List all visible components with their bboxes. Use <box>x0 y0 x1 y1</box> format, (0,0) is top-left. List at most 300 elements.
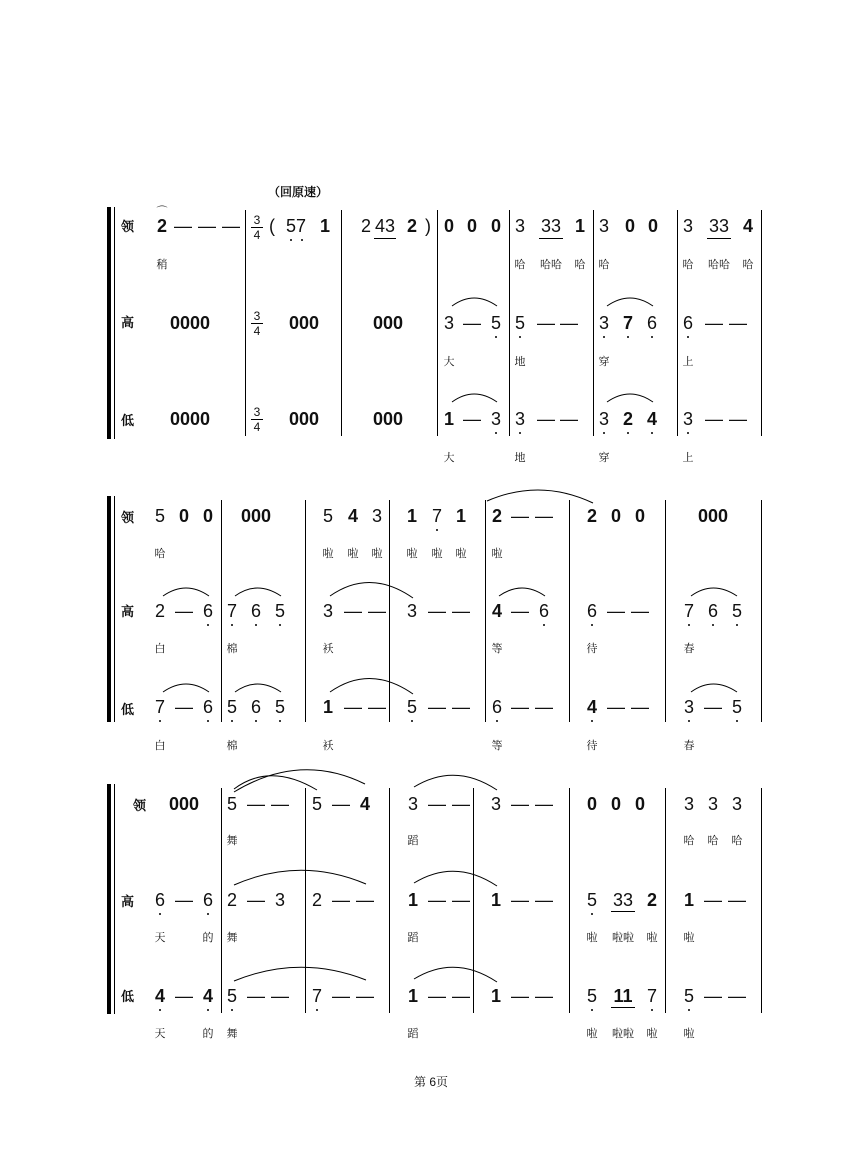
dash: — <box>344 601 362 621</box>
slur <box>452 298 497 306</box>
low-octave-dot <box>688 1009 690 1011</box>
dash: — <box>452 697 470 717</box>
system-brace-line <box>114 784 115 1014</box>
slur <box>452 394 497 402</box>
low-octave-dot <box>687 336 689 338</box>
note: 0 <box>443 216 455 236</box>
dash: — <box>175 986 193 1006</box>
dash: — <box>537 409 555 429</box>
dash: — <box>729 409 747 429</box>
lyric: 啦 <box>347 548 359 560</box>
bar-line <box>485 500 486 722</box>
lyric: 哈 <box>514 259 526 271</box>
dash: — <box>704 890 722 910</box>
dash: — <box>560 313 578 333</box>
slur <box>414 775 497 790</box>
note: 5 <box>226 986 238 1006</box>
low-octave-dot <box>591 624 593 626</box>
note: 0 <box>586 794 598 814</box>
dash: — <box>368 697 386 717</box>
lyric: 啦 <box>683 1028 695 1040</box>
low-octave-dot <box>603 336 605 338</box>
low-octave-dot <box>301 239 303 241</box>
lyric: 白 <box>154 643 166 655</box>
note: 3 <box>598 216 610 236</box>
note: 43 <box>374 216 396 236</box>
low-octave-dot <box>290 239 292 241</box>
lyric: 袄 <box>322 740 334 752</box>
note: 1 <box>455 506 467 526</box>
lyric: 蹈 <box>407 835 419 847</box>
note: 3 <box>371 506 383 526</box>
note: 2 <box>406 216 418 236</box>
dash: — <box>511 697 529 717</box>
low-octave-dot <box>279 624 281 626</box>
dash: — <box>535 697 553 717</box>
low-octave-dot <box>159 1009 161 1011</box>
note: 5 <box>226 794 238 814</box>
low-octave-dot <box>496 720 498 722</box>
slur <box>234 967 366 981</box>
note: 0 <box>202 506 214 526</box>
lyric: 哈 <box>683 835 695 847</box>
lyric: 哈 <box>574 259 586 271</box>
lyric: 上 <box>682 356 694 368</box>
slur <box>163 588 209 596</box>
slur <box>330 582 413 598</box>
lyric: 大 <box>443 452 455 464</box>
dash: — <box>729 313 747 333</box>
low-octave-dot <box>603 432 605 434</box>
dash: — <box>175 697 193 717</box>
note: 6 <box>707 601 719 621</box>
dash: — <box>247 794 265 814</box>
dash: — <box>247 890 265 910</box>
dash: — <box>560 409 578 429</box>
note: 3 <box>490 794 502 814</box>
lyric: 的 <box>202 932 214 944</box>
lyric: 大 <box>443 356 455 368</box>
low-octave-dot <box>207 1009 209 1011</box>
note: 2 <box>360 216 372 236</box>
note: 2 <box>622 409 634 429</box>
note: 2 <box>586 506 598 526</box>
note: 3 <box>407 794 419 814</box>
note: 3 <box>683 794 695 814</box>
bar-line <box>305 788 306 1013</box>
note: 4 <box>646 409 658 429</box>
dash: — <box>428 794 446 814</box>
slur <box>414 967 497 982</box>
slur <box>234 770 365 792</box>
note: 6 <box>538 601 550 621</box>
slur <box>235 684 281 692</box>
lyric: 啦 <box>646 932 658 944</box>
note: 57 <box>285 216 307 236</box>
note: 5 <box>311 794 323 814</box>
note: 0000 <box>169 313 211 333</box>
note: 7 <box>622 313 634 333</box>
note: 5 <box>322 506 334 526</box>
dash: — <box>271 986 289 1006</box>
lyric: 啦 <box>586 1028 598 1040</box>
note: 0 <box>610 506 622 526</box>
bar-line <box>305 500 306 722</box>
lyric: 哈 <box>742 259 754 271</box>
bar-line <box>761 500 762 722</box>
dash: — <box>175 890 193 910</box>
lyric: 啦啦 <box>612 932 634 944</box>
note: 5 <box>406 697 418 717</box>
system-brace <box>107 496 111 722</box>
dash: — <box>535 890 553 910</box>
note: 5 <box>586 986 598 1006</box>
low-octave-dot <box>591 1009 593 1011</box>
low-octave-dot <box>279 720 281 722</box>
low-octave-dot <box>736 720 738 722</box>
note: 000 <box>288 313 320 333</box>
low-octave-dot <box>316 1009 318 1011</box>
low-octave-dot <box>231 1009 233 1011</box>
dash: — <box>332 986 350 1006</box>
lyric: 啦 <box>322 548 334 560</box>
note: 3 <box>682 216 694 236</box>
low-octave-dot <box>495 432 497 434</box>
dash: — <box>428 890 446 910</box>
note: 11 <box>613 986 633 1006</box>
lyric: 舞 <box>226 1028 238 1040</box>
dash: — <box>271 794 289 814</box>
lyric: 等 <box>491 643 503 655</box>
low-octave-dot <box>207 913 209 915</box>
note: 33 <box>540 216 562 236</box>
lyric: 天 <box>154 1028 166 1040</box>
note: 4 <box>347 506 359 526</box>
bar-line <box>569 788 570 1013</box>
bar-line <box>389 788 390 1013</box>
beam-underline <box>611 911 635 912</box>
lyric: 待 <box>586 643 598 655</box>
dash: — <box>198 216 216 236</box>
lyric: 待 <box>586 740 598 752</box>
bar-line <box>509 210 510 436</box>
note: 3 <box>274 890 286 910</box>
low-octave-dot <box>651 336 653 338</box>
bar-line <box>569 500 570 722</box>
low-octave-dot <box>495 336 497 338</box>
dash: — <box>704 697 722 717</box>
dash: — <box>535 986 553 1006</box>
dash: — <box>537 313 555 333</box>
lyric: 蹈 <box>407 1028 419 1040</box>
bar-line <box>341 210 342 436</box>
fermata-icon: ⌒ <box>156 206 168 218</box>
lyric: 棉 <box>226 643 238 655</box>
note: 0 <box>466 216 478 236</box>
note: 6 <box>154 890 166 910</box>
dash: — <box>511 506 529 526</box>
part-label-lead: 领 <box>133 798 147 813</box>
note: 5 <box>226 697 238 717</box>
note: 1 <box>407 890 419 910</box>
note: 7 <box>431 506 443 526</box>
note: 5 <box>154 506 166 526</box>
low-octave-dot <box>543 624 545 626</box>
dash: — <box>356 986 374 1006</box>
note: 6 <box>491 697 503 717</box>
note: 2 <box>646 890 658 910</box>
paren-close: ) <box>425 216 431 236</box>
note: 0 <box>634 506 646 526</box>
ts-top: 3 <box>253 405 261 419</box>
note: 5 <box>586 890 598 910</box>
bar-line <box>221 788 222 1013</box>
slur <box>487 490 593 503</box>
note: 6 <box>646 313 658 333</box>
note: 4 <box>586 697 598 717</box>
note: 1 <box>574 216 586 236</box>
part-label-high: 高 <box>121 894 135 909</box>
dash: — <box>535 506 553 526</box>
lyric: 等 <box>491 740 503 752</box>
note: 2 <box>311 890 323 910</box>
low-octave-dot <box>159 720 161 722</box>
low-octave-dot <box>688 624 690 626</box>
note: 5 <box>683 986 695 1006</box>
time-signature <box>251 214 263 241</box>
slur <box>163 684 209 692</box>
lyric: 穿 <box>598 452 610 464</box>
bar-line <box>593 210 594 436</box>
paren-open: ( <box>269 216 275 236</box>
ts-bottom: 4 <box>253 324 261 338</box>
low-octave-dot <box>255 720 257 722</box>
part-label-low: 低 <box>121 413 135 428</box>
part-label-low: 低 <box>121 702 135 717</box>
dash: — <box>463 409 481 429</box>
note: 0000 <box>169 409 211 429</box>
low-octave-dot <box>436 529 438 531</box>
note: 2 <box>491 506 503 526</box>
low-octave-dot <box>411 720 413 722</box>
note: 1 <box>490 986 502 1006</box>
dash: — <box>175 601 193 621</box>
dash: — <box>222 216 240 236</box>
lyric: 哈 <box>598 259 610 271</box>
note: 4 <box>154 986 166 1006</box>
note: 0 <box>178 506 190 526</box>
ts-top: 3 <box>253 309 261 323</box>
bar-line <box>389 500 390 722</box>
note: 3 <box>490 409 502 429</box>
dash: — <box>174 216 192 236</box>
lyric: 啦 <box>406 548 418 560</box>
note: 3 <box>731 794 743 814</box>
dash: — <box>705 313 723 333</box>
dash: — <box>428 601 446 621</box>
note: 000 <box>168 794 200 814</box>
time-signature <box>251 310 263 337</box>
dash: — <box>452 986 470 1006</box>
lyric: 哈 <box>154 548 166 560</box>
note: 7 <box>646 986 658 1006</box>
dash: — <box>463 313 481 333</box>
page-number: 第 6页 <box>413 1075 448 1089</box>
system-brace <box>107 784 111 1014</box>
note: 5 <box>490 313 502 333</box>
low-octave-dot <box>651 1009 653 1011</box>
dash: — <box>452 601 470 621</box>
note: 3 <box>682 409 694 429</box>
note: 3 <box>598 313 610 333</box>
low-octave-dot <box>591 913 593 915</box>
lyric: 棉 <box>226 740 238 752</box>
dash: — <box>428 697 446 717</box>
bar-line <box>473 788 474 1013</box>
lyric: 的 <box>202 1028 214 1040</box>
lyric: 哈 <box>682 259 694 271</box>
low-octave-dot <box>207 720 209 722</box>
lyric: 啦 <box>646 1028 658 1040</box>
bar-line <box>677 210 678 436</box>
note: 000 <box>372 409 404 429</box>
note: 1 <box>322 697 334 717</box>
note: 4 <box>359 794 371 814</box>
lyric: 啦 <box>455 548 467 560</box>
dash: — <box>631 601 649 621</box>
ts-bottom: 4 <box>253 228 261 242</box>
note: 3 <box>514 409 526 429</box>
lyric: 啦 <box>683 932 695 944</box>
dash: — <box>511 890 529 910</box>
lyric: 啦啦 <box>612 1028 634 1040</box>
slur <box>414 871 497 886</box>
note: 6 <box>202 890 214 910</box>
dash: — <box>631 697 649 717</box>
note: 33 <box>708 216 730 236</box>
bar-line <box>245 210 246 436</box>
bar-line <box>665 788 666 1013</box>
note: 1 <box>319 216 331 236</box>
bar-line <box>665 500 666 722</box>
note: 000 <box>288 409 320 429</box>
beam-underline <box>539 238 563 239</box>
lyric: 白 <box>154 740 166 752</box>
note: 000 <box>372 313 404 333</box>
low-octave-dot <box>651 432 653 434</box>
dash: — <box>344 697 362 717</box>
slur <box>235 588 281 596</box>
note: 5 <box>274 601 286 621</box>
note: 33 <box>612 890 634 910</box>
part-label-low: 低 <box>121 989 135 1004</box>
dash: — <box>428 986 446 1006</box>
lyric: 哈 <box>707 835 719 847</box>
low-octave-dot <box>159 913 161 915</box>
low-octave-dot <box>207 624 209 626</box>
bar-line <box>437 210 438 436</box>
ts-bottom: 4 <box>253 420 261 434</box>
note: 3 <box>683 697 695 717</box>
lyric: 地 <box>514 452 526 464</box>
note: 5 <box>731 697 743 717</box>
low-octave-dot <box>736 624 738 626</box>
dash: — <box>535 794 553 814</box>
system-brace-line <box>114 496 115 722</box>
note: 0 <box>647 216 659 236</box>
note: 6 <box>202 601 214 621</box>
low-octave-dot <box>231 624 233 626</box>
lyric: 舞 <box>226 835 238 847</box>
note: 3 <box>322 601 334 621</box>
lyric: 天 <box>154 932 166 944</box>
dash: — <box>452 794 470 814</box>
dash: — <box>728 986 746 1006</box>
note: 0 <box>634 794 646 814</box>
note: 5 <box>731 601 743 621</box>
dash: — <box>607 697 625 717</box>
dash: — <box>247 986 265 1006</box>
bar-line <box>221 500 222 722</box>
lyric: 蹈 <box>407 932 419 944</box>
dash: — <box>511 601 529 621</box>
lyric: 舞 <box>226 932 238 944</box>
lyric: 哈 <box>731 835 743 847</box>
dash: — <box>368 601 386 621</box>
note: 4 <box>742 216 754 236</box>
note: 0 <box>610 794 622 814</box>
note: 3 <box>443 313 455 333</box>
note: 7 <box>226 601 238 621</box>
note: 6 <box>682 313 694 333</box>
time-signature <box>251 406 263 433</box>
lyric: 啦 <box>371 548 383 560</box>
lyric: 稍 <box>156 259 168 271</box>
note: 1 <box>490 890 502 910</box>
lyric: 地 <box>514 356 526 368</box>
dash: — <box>704 986 722 1006</box>
part-label-high: 高 <box>121 315 135 330</box>
system-brace-line <box>114 207 115 439</box>
note: 5 <box>274 697 286 717</box>
dash: — <box>452 890 470 910</box>
note: 0 <box>624 216 636 236</box>
beam-underline <box>611 1007 635 1008</box>
note: 5 <box>514 313 526 333</box>
lyric: 哈哈 <box>708 259 730 271</box>
dash: — <box>511 986 529 1006</box>
note: 1 <box>443 409 455 429</box>
note: 2 <box>154 601 166 621</box>
note: 7 <box>311 986 323 1006</box>
tempo-marking: （回原速） <box>268 185 329 199</box>
note: 3 <box>406 601 418 621</box>
slur <box>691 588 737 596</box>
lyric: 穿 <box>598 356 610 368</box>
lyric: 袄 <box>322 643 334 655</box>
note: 3 <box>598 409 610 429</box>
dash: — <box>728 890 746 910</box>
note: 1 <box>683 890 695 910</box>
note: 6 <box>250 601 262 621</box>
low-octave-dot <box>687 432 689 434</box>
lyric: 啦 <box>431 548 443 560</box>
note: 4 <box>202 986 214 1006</box>
lyric: 上 <box>682 452 694 464</box>
low-octave-dot <box>519 432 521 434</box>
note: 1 <box>406 506 418 526</box>
dash: — <box>332 794 350 814</box>
